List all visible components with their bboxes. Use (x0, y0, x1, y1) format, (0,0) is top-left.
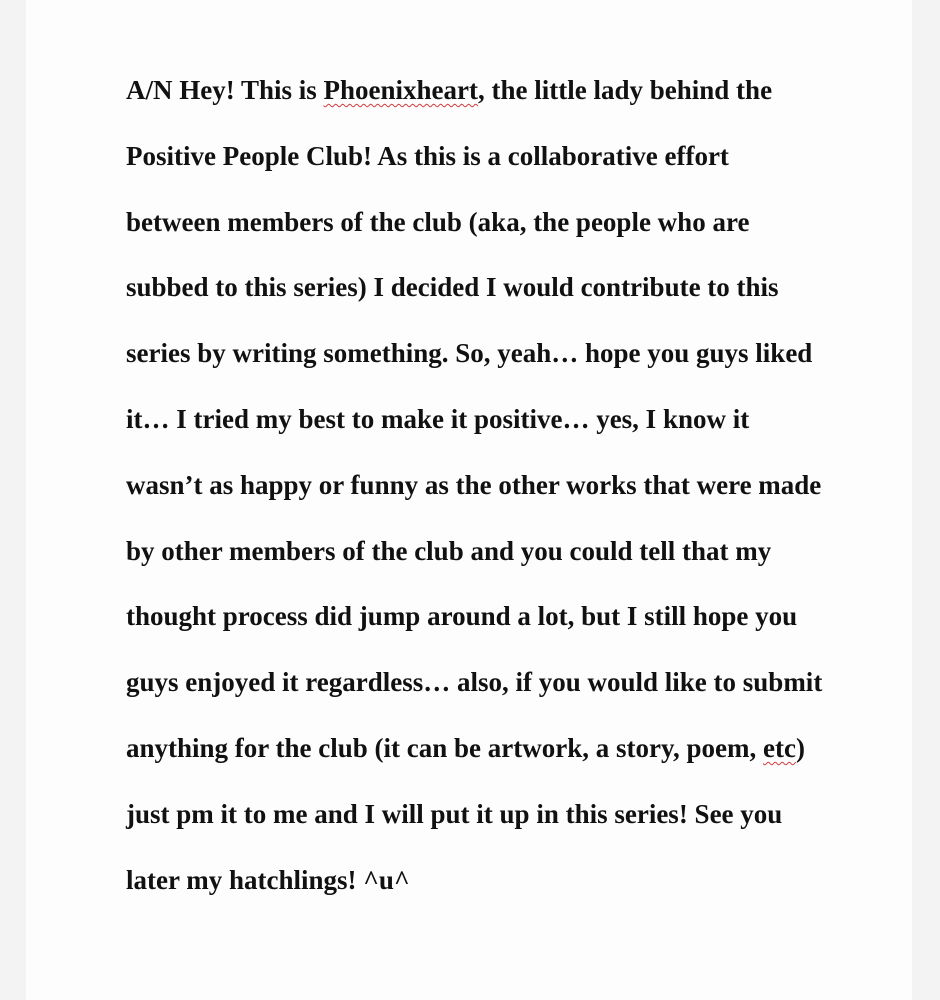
text-line-6 (126, 387, 896, 453)
text-run: anything for the club (it can be artwork, a story, poem, (126, 732, 763, 763)
text-run: series by writing something. So, yeah… hope you guys liked (126, 338, 813, 369)
text-line-7 (126, 453, 896, 519)
text-line-13 (126, 848, 896, 914)
text-line-3 (126, 190, 896, 256)
text-run: later my hatchlings! ^u^ (126, 864, 410, 895)
text-run: thought process did jump around a lot, but I still hope you (126, 601, 798, 632)
text-run: Positive People Club! As this is a collaborative effort (126, 140, 729, 171)
text-line-5 (126, 321, 896, 387)
text-run: subbed to this series) I decided I would contribute to this (126, 272, 779, 303)
spellcheck-flagged-word[interactable]: etc (762, 732, 796, 763)
text-line-8 (126, 519, 896, 585)
text-line-12 (126, 782, 896, 848)
text-run: by other members of the club and you could tell that my (126, 535, 772, 566)
text-line-1 (126, 58, 896, 124)
document-page (26, 0, 912, 1000)
author-note-text (126, 58, 896, 913)
text-line-11 (126, 716, 896, 782)
text-line-9 (126, 584, 896, 650)
text-run: ) (795, 732, 805, 763)
text-line-2 (126, 124, 896, 190)
text-run: wasn’t as happy or funny as the other works that were made (126, 469, 822, 500)
text-run: A/N Hey! This is (126, 75, 324, 105)
text-line-4 (126, 255, 896, 321)
text-line-10 (126, 650, 896, 716)
text-run: just pm it to me and I will put it up in this series! See you (126, 798, 783, 829)
text-run: , the little lady behind the (478, 75, 773, 105)
text-run: it… I tried my best to make it positive… yes, I know it (126, 403, 750, 434)
text-run: between members of the club (aka, the people who are (126, 206, 750, 237)
text-run: guys enjoyed it regardless… also, if you would like to submit (126, 667, 823, 698)
spellcheck-flagged-word[interactable]: Phoenixheart (323, 75, 479, 105)
